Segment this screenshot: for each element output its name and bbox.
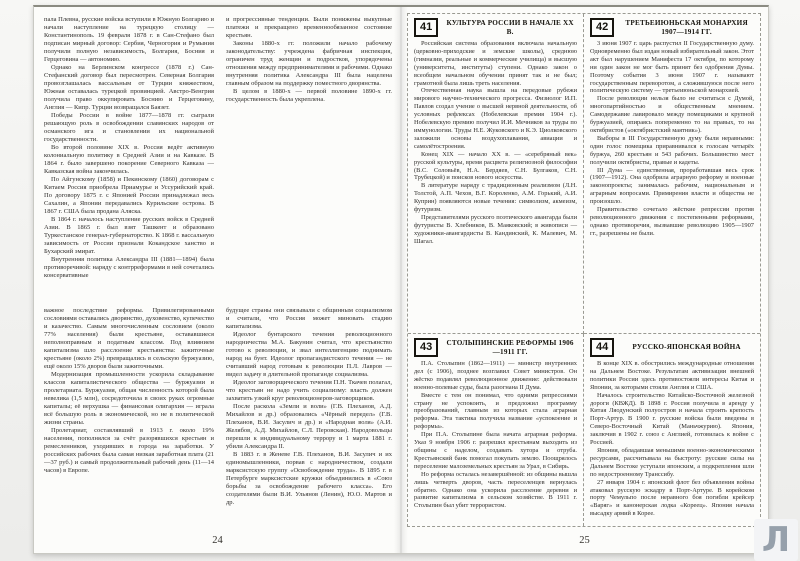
paragraph: Российская система образования включала начальную (церковно-приходские и земские школы), среднюю (гимназии, реальные и коммерческие училища) и высшую (университеты, институты) ступени. Однако закон о всеобщем начальном обучении принят так и не был; грамотной была лишь треть населения. bbox=[414, 40, 577, 87]
paragraph: Модернизация промышленности ускорила складывание классов капиталистического общества — буржуазии и пролетариата. Буржуазия, общая численность которой была невелика (1,5 млн), сосредоточила в своих руках огромные капиталы; её верхушка — финансовая олигархия — играла всё большую роль в экономической, но не в политической жизни страны. bbox=[44, 371, 214, 426]
left-bottom-column-2 bbox=[226, 307, 392, 535]
book-spread bbox=[33, 5, 769, 554]
page-right bbox=[401, 7, 768, 553]
ticket-42-header bbox=[590, 18, 754, 37]
paragraph: Однако на Берлинском конгрессе (1878 г.) Сан-Стефанский договор был пересмотрен. Северная Болгария провозглашалась вассальным от Турции княжеством, Южная оставалась турецкой провинцией. Австро-Венгрия получила право оккупировать Боснию и Герцеговину, Англия — Кипр. Турции возвращался Баязет. bbox=[44, 64, 214, 111]
paragraph: После раскола «Земли и воли» (Г.В. Плеханов, А.Д. Михайлов и др.) образовались «Чёрный передел» (Г.В. Плеханов, В.И. Засулич и др.) и «Народная воля» (А.И. Желябов, А.Д. Михайлов, С.Л. Перовская). Народовольцы перешли к индивидуальному террору и 1 марта 1881 г. убили Александра II. bbox=[226, 403, 392, 450]
page-number-right: 25 bbox=[579, 535, 590, 546]
paragraph: Отечественная наука вышла на передовые рубежи мирового научно-технического прогресса. Физиолог И.П. Павлов создал учение о высшей нервной деятельности, об условных рефлексах (Нобелевская премия 1904 г.). Нобелевскую премию получил И.И. Мечников за труды по иммунологии. Труды Н.Е. Жуковского и К.Э. Циолковского заложили основы воздухоплавания, авиации и самолётостроения. bbox=[414, 87, 577, 150]
ticket-title: РУССКО-ЯПОНСКАЯ ВОЙНА bbox=[632, 343, 741, 352]
paragraph: Законы 1880-х гг. положили начало рабочему законодательству: учреждена фабричная инспекция, ограничен труд женщин и подростков, упорядочены отношения между предпринимателями и рабочими. Однако внутренняя политика Александра III была нацелена главным образом на поддержку поместного дворянства. bbox=[226, 40, 392, 87]
paragraph: Правительство сочетало жёсткие репрессии против революционного движения с постепенными реформами, однако противоречия, вызвавшие революцию 1905—1907 гг., разрешены не были. bbox=[590, 206, 754, 237]
ticket-title: КУЛЬТУРА РОССИИ В НАЧАЛЕ XX В. bbox=[446, 19, 574, 36]
paragraph: Но реформа осталась незавершённой: из общины вышла лишь четверть дворов, часть переселенцев вернулась обратно. Однако она ускорила расслоение деревни и развитие капитализма в сельском хозяйстве. В 1911 г. Столыпин был убит террористом. bbox=[414, 470, 577, 510]
ticket-44-header bbox=[590, 338, 754, 357]
paragraph: Выборы в III Государственную думу были неравными: один голос помещика приравнивался к голосам четырёх буржуа, 260 крестьян и 543 рабочих. Большинство мест получили октябристы, правые и кадеты. bbox=[590, 134, 754, 166]
paragraph: 3 июня 1907 г. царь распустил II Государственную думу. Одновременно был издан новый избирательный закон. Этот акт был нарушением Манифеста 17 октября, по которому ни один закон не мог быть принят без одобрения Думы. Поэтому события 3 июня 1907 г. называют государственным переворотом, а сложившуюся после него политическую систему — третьеиюньской монархией. bbox=[590, 40, 754, 95]
paragraph: Идеолог бунтарского течения революционного народничества М.А. Бакунин считал, что крестьянство готово к революции, и звал интеллигенцию поднимать народ на бунт. Идеолог пропагандистского течения — не считавший народ готовым к революции П.Л. Лавров — видел задачу в длительной пропаганде социализма. bbox=[226, 331, 392, 378]
left-top-column-2 bbox=[226, 16, 392, 302]
ticket-43 bbox=[408, 334, 584, 526]
ticket-title: ТРЕТЬЕИЮНЬСКАЯ МОНАРХИЯ 1907—1914 ГГ. bbox=[625, 19, 748, 36]
ticket-title: СТОЛЫПИНСКИЕ РЕФОРМЫ 1906—1911 ГГ. bbox=[446, 339, 574, 356]
left-top-column-1 bbox=[44, 16, 214, 302]
paragraph: При П.А. Столыпине была начата аграрная реформа. Указ 9 ноября 1906 г. разрешил крестьянам выходить из общины с наделом, создавать хутора и отруба. Крестьянский банк помогал покупать землю. Поощрялось переселение малоземельных крестьян за Урал, в Сибирь. bbox=[414, 431, 577, 470]
ticket-body bbox=[414, 360, 577, 510]
ticket-41-header bbox=[414, 18, 577, 37]
ticket-42 bbox=[584, 14, 760, 334]
ticket-number-badge: 44 bbox=[590, 338, 614, 357]
paragraph: будущее страны они связывали с общинным социализмом и считали, что Россия может миновать стадию капитализма. bbox=[226, 307, 392, 330]
paragraph: Пролетариат, составлявший в 1913 г. около 19% населения, пополнялся за счёт разорявшихся крестьян и ремесленников, уходивших в города на заработки. У российских рабочих была самая низкая заработная плата (21—37 руб.) и самый продолжительный рабочий день (11—14 часов) в Европе. bbox=[44, 427, 214, 474]
paragraph: и прогрессивные тенденции. Были понижены выкупные платежи и прекращено временнообязанное состояние крестьян. bbox=[226, 16, 392, 39]
ticket-43-header bbox=[414, 338, 577, 357]
paragraph: Началось строительство Китайско-Восточной железной дороги (КВЖД). В 1898 г. Россия получила в аренду у Китая Ляодунский полуостров и начала строить крепость Порт-Артур. В 1900 г. русские войска были введены в Северо-Восточный Китай (Маньчжурию). Япония, заключив в 1902 г. союз с Англией, готовилась к войне с Россией. bbox=[590, 391, 754, 447]
paragraph: П.А. Столыпин (1862—1911) — министр внутренних дел (с 1906), позднее возглавил Совет министров. Он жёстко подавлял революционное движение: действовали военно-полевые суды, была разогнана II Дума. bbox=[414, 360, 577, 391]
page-left bbox=[34, 7, 401, 553]
paragraph: Конец XIX — начало XX в. — «серебряный век» русской культуры, время расцвета религиозной философии (В.С. Соловьёв, Н.А. Бердяев, С.Н. Булгаков, С.Н. Трубецкой) и поисков нового искусства. bbox=[414, 150, 577, 182]
paragraph: Вместе с тем он понимал, что одними репрессиями страну не успокоить, и предложил программу преобразований, главным из которых стала аграрная реформа. Эта тактика получила название «успокоение и реформы». bbox=[414, 391, 577, 431]
ticket-body bbox=[590, 40, 754, 238]
paragraph: Япония, обладавшая меньшими военно-экономическими ресурсами, рассчитывала на быстроту: русские силы на Дальнем Востоке уступали японским, а подкрепления шли по недостроенному Транссибу. bbox=[590, 446, 754, 478]
paragraph: Внутренняя политика Александра III (1881—1894) была противоречивой: наряду с контрреформами в ней сочетались консервативные bbox=[44, 256, 214, 279]
ticket-number-badge: 42 bbox=[590, 18, 614, 37]
paragraph: В 1883 г. в Женеве Г.В. Плеханов, В.И. Засулич и их единомышленники, порвав с народничеством, создали марксистскую группу «Освобождение труда». В 1895 г. в Петербурге марксистские кружки объединились в «Союз борьбы за освобождение рабочего класса». Его создателями были В.И. Ульянов (Ленин), Ю.О. Мартов и др. bbox=[226, 451, 392, 506]
ticket-44 bbox=[584, 334, 760, 526]
paragraph: важное последствие реформы. Привилегированными сословиями оставались дворянство, духовенство, купечество и казачество. Самым многочисленным сословием (около 77% населения) были крестьяне, остававшиеся неполноправным и податным классом. Под влиянием капитализма шло расслоение крестьянства: зажиточные крестьяне (около 2%) превращались в сельскую буржуазию, ещё около 15% дворов были зажиточными. bbox=[44, 307, 214, 370]
paragraph: Победы России в войне 1877—1878 гг. сыграли решающую роль в освобождении славянских народов от османского ига и становлении их национальной государственности. bbox=[44, 112, 214, 143]
paragraph: В целом в 1880-х — первой половине 1890-х гг. государственность была укреплена. bbox=[226, 88, 392, 103]
page-number-left: 24 bbox=[212, 535, 223, 546]
paragraph: пала Плевна, русские войска вступили в Южную Болгарию и начали наступление на турецкую столицу — Константинополь. 19 февраля 1878 г. в Сан-Стефано был подписан мирный договор: Сербия, Черногория и Румыния получили полную независимость, Болгария, Босния и Герцеговина — автономию. bbox=[44, 16, 214, 63]
left-bottom-column-1 bbox=[44, 307, 214, 535]
paragraph: III Дума — единственная, проработавшая весь срок (1907—1912). Она одобрила аграрную реформу и военные законопроекты; занималась рабочим, национальным и аграрным вопросами. Примирения власти и общества не произошло. bbox=[590, 166, 754, 206]
paragraph: Идеолог заговорщического течения П.Н. Ткачев полагал, что крестьян не надо учить социализму: власть должен захватить узкий круг революционеров-заговорщиков. bbox=[226, 379, 392, 402]
ticket-body bbox=[414, 40, 577, 246]
ticket-grid bbox=[407, 13, 761, 527]
labirint-logo-icon: Л bbox=[754, 519, 798, 561]
paragraph: В 1864 г. началось наступление русских войск в Средней Азии. В 1865 г. был взят Ташкент и образовано Туркестанское генерал-губернаторство. К 1868 г. вассальную зависимость от России признали Кокандское ханство и Бухарский эмират. bbox=[44, 216, 214, 255]
paragraph: В конце XIX в. обострились международные отношения на Дальнем Востоке. Результатам активизации внешней политики России здесь противостояли интересы Китая и Японии, за которыми стояли Англия и США. bbox=[590, 360, 754, 391]
paragraph: По Айгунскому (1858) и Пекинскому (1860) договорам с Китаем Россия приобрела Приамурье и Уссурийский край. По договору 1875 г. с Японией России принадлежал весь Сахалин, а Японии передавались Курильские острова. В 1867 г. США была продана Аляска. bbox=[44, 176, 214, 215]
ticket-number-badge: 43 bbox=[414, 338, 438, 357]
paragraph: После революции нельзя было не считаться с Думой, многопартийностью и общественным мнением. Самодержавие лавировало между помещиками и крупной буржуазией, опираясь попеременно то на правых, то на октябристов («октябристский маятник»). bbox=[590, 95, 754, 134]
paragraph: 27 января 1904 г. японский флот без объявления войны атаковал русскую эскадру в Порт-Артуре. В корейском порту Чемульпо после неравного боя погибли крейсер «Варяг» и канонерская лодка «Кореец». Япония начала высадку армий в Корее. bbox=[590, 478, 754, 518]
paragraph: Представителями русского поэтического авангарда были футуристы В. Хлебников, В. Маяковский; в живописи — художники-авангардисты В. Кандинский, К. Малевич, М. Шагал. bbox=[414, 213, 577, 245]
ticket-41 bbox=[408, 14, 584, 334]
paragraph: Во второй половине XIX в. Россия ведёт активную колониальную политику в Средней Азии и на Кавказе. В 1864 г. было завершено покорение Северного Кавказа — Кавказская война закончилась. bbox=[44, 144, 214, 175]
ticket-body bbox=[590, 360, 754, 518]
ticket-number-badge: 41 bbox=[414, 18, 438, 37]
paragraph: В литературе наряду с традиционным реализмом (Л.Н. Толстой, А.П. Чехов, В.Г. Короленко, А.М. Горький, А.И. Куприн) появляются новые течения: символизм, акмеизм, футуризм. bbox=[414, 182, 577, 214]
